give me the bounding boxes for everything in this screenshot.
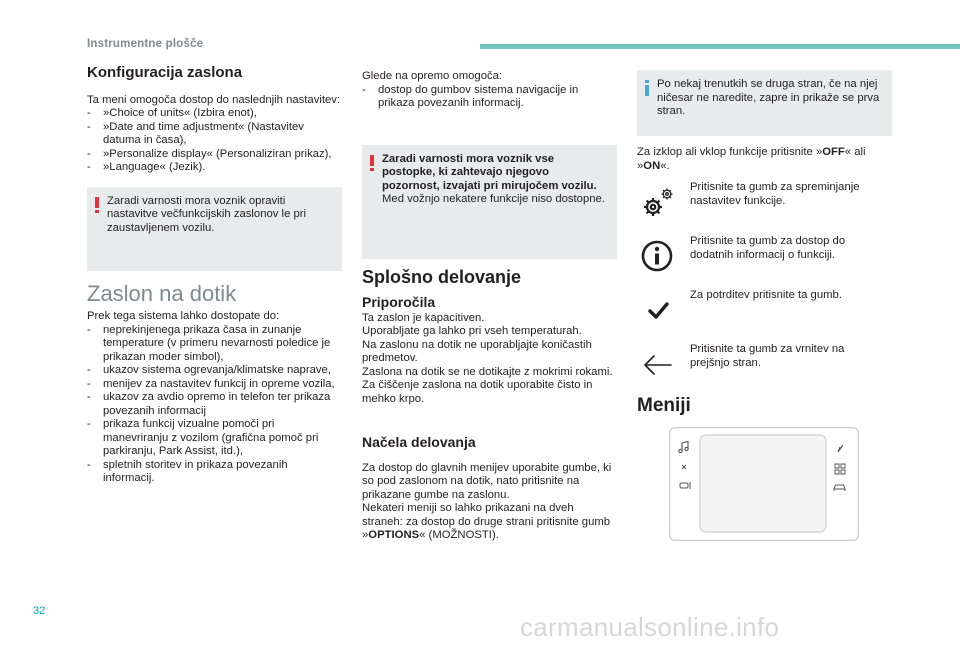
list-item: - »Personalize display« (Personaliziran prikaz), [87,148,342,162]
icon-row-back [637,343,892,397]
icon-description: Pritisnite ta gumb za dostop do dodatnih informacij o funkciji. [690,235,846,261]
list-item: - ukazov za avdio opremo in telefon ter prikaza povezanih informacij [87,391,342,418]
icon-row-settings [637,181,892,235]
oprema-list [362,84,617,111]
options-keyword: OPTIONS [368,529,420,541]
info-icon [637,235,681,279]
warning-exclamation-icon [370,155,374,171]
check-icon [637,289,681,333]
konfiguracija-list [87,107,342,175]
watermark: carmanualsonline.info [520,612,780,642]
warning-box [362,145,617,259]
konfiguracija-intro: Ta meni omogoča dostop do naslednjih nastavitev: [87,93,341,106]
icon-description: Za potrditev pritisnite ta gumb. [690,289,842,301]
warning-bold-text: Zaradi varnosti mora voznik vse postopke, ki zahtevajo njegovo pozornost, izvajati pri mirujočem vozilu. [382,152,597,192]
nacela-heading: Načela delovanja [362,434,476,450]
list-item: - spletnih storitev in prikaza povezanih informacij. [87,459,342,486]
priporocila-text [362,312,617,407]
header-rule [480,44,960,49]
icon-row-info [637,235,892,289]
column-left [87,66,342,486]
warning-text: Zaradi varnosti mora voznik opraviti nastavitve večfunkcijskih zaslonov le pri zaustavljenem vozilu. [107,194,307,234]
settings-gears-icon [637,181,681,225]
toggle-paragraph [637,146,892,173]
info-text: Po nekaj trenutkih se druga stran, če na njej ničesar ne naredite, zapre in prikaže se prva stran. [657,78,880,117]
list-item: - menijev za nastavitev funkcij in opreme vozila, [87,378,342,392]
off-keyword: OFF [822,146,845,158]
splosno-heading: Splošno delovanje [362,266,522,287]
konfiguracija-heading: Konfiguracija zaslona [87,64,243,81]
list-item: - dostop do gumbov sistema navigacije in prikaza povezanih informacij. [362,84,617,111]
list-item: - »Language« (Jezik). [87,161,342,175]
column-right [637,70,892,545]
zaslon-list [87,324,342,486]
paragraph-line: Uporabljate ga lahko pri vseh temperaturah. [362,325,582,337]
on-keyword: ON [643,159,661,172]
paragraph-line: Na zaslonu na dotik ne uporabljajte koničastih predmetov. [362,338,592,364]
icon-description: Pritisnite ta gumb za spreminjanje nastavitev funkcije. [690,181,860,207]
nacela-paragraph-1: Za dostop do glavnih menijev uporabite gumbe, ki so pod zaslonom na dotik, nato pritisnite na prikazane gumbe na zaslonu. [362,461,612,501]
priporocila-heading: Priporočila [362,294,436,310]
meniji-heading: Meniji [637,395,691,416]
list-item: - »Date and time adjustment« (Nastavitev datuma in časa), [87,121,342,148]
icon-row-check [637,289,892,343]
section-title: Instrumentne plošče [87,38,204,50]
text-run: « ali » [637,146,866,172]
column-middle [362,70,617,543]
zaslon-intro: Prek tega sistema lahko dostopate do: [87,310,280,322]
warning-normal-text: Med vožnjo nekatere funkcije niso dostopne. [382,193,605,205]
paragraph-line: Ta zaslon je kapacitiven. [362,311,485,324]
text-run: « (MOŽNOSTI). [419,529,499,541]
text-run: «. [660,159,670,172]
warning-box [87,187,342,271]
list-item: - »Choice of units« (Izbira enot), [87,107,342,121]
list-item: - prikaza funkcij vizualne pomoči pri manevriranju z vozilom (grafična pomoč pri parkiranju, Park Assist, itd.), [87,418,342,459]
oprema-intro: Glede na opremo omogoča: [362,70,503,82]
zaslon-heading: Zaslon na dotik [87,280,237,306]
paragraph-line: Zaslona na dotik se ne dotikajte z mokrimi rokami. [362,365,613,378]
list-item: - neprekinjenega prikaza časa in zunanje temperature (v primeru nevarnosti poledice je prikazan moder simbol), [87,324,342,365]
text-run: Nekateri meniji so lahko prikazani na dveh straneh: za dostop do druge strani pritisnite gumb » [362,502,611,541]
info-box [637,70,892,136]
touchscreen-menu-illustration [669,427,859,541]
info-i-icon [645,80,649,96]
paragraph-line: Za čiščenje zaslona na dotik uporabite čisto in mehko krpo. [362,379,593,405]
icon-description: Pritisnite ta gumb za vrnitev na prejšnjo stran. [690,343,845,369]
back-arrow-icon [637,343,681,387]
text-run: Za izklop ali vklop funkcije pritisnite » [637,146,823,158]
list-item: - ukazov sistema ogrevanja/klimatske naprave, [87,364,342,378]
nacela-paragraph-2 [362,502,617,543]
warning-exclamation-icon [95,197,99,213]
page-number: 32 [33,605,46,617]
